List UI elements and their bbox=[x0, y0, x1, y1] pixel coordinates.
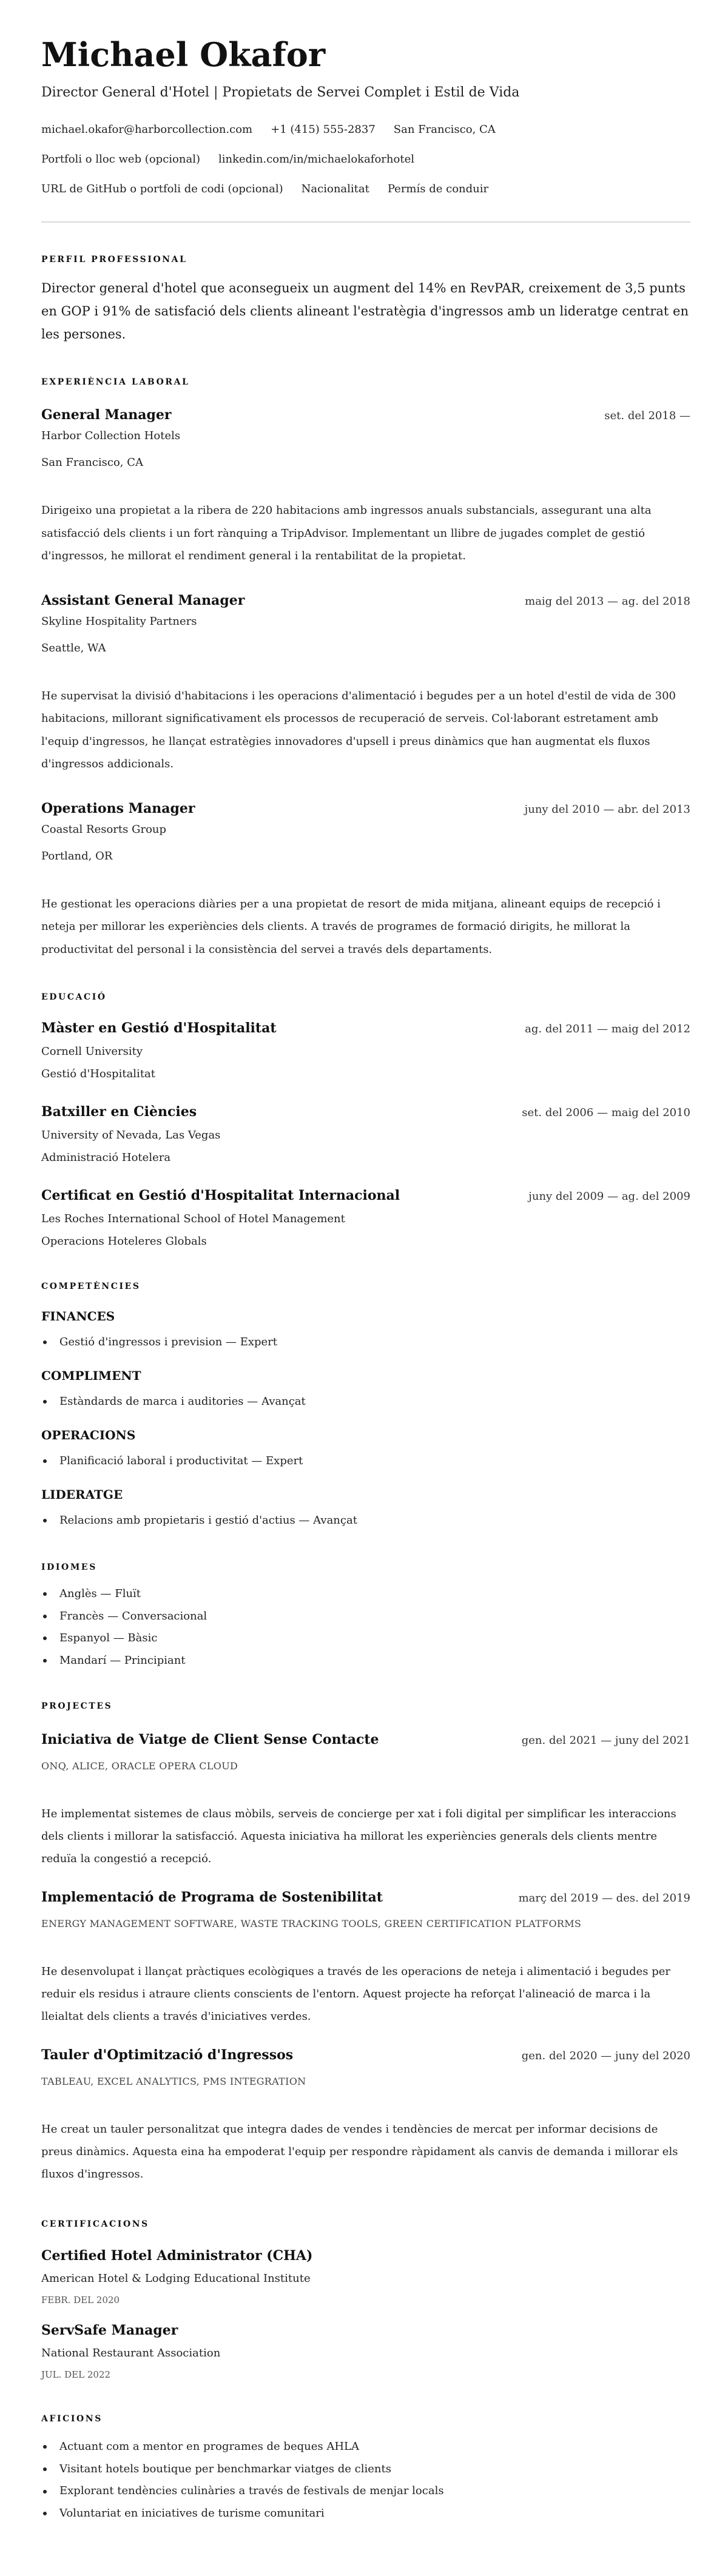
skill-item: Relacions amb propietaris i gestió d'actius — Avançat bbox=[41, 1512, 690, 1530]
skill-item: Gestió d'ingressos i prevision — Expert bbox=[41, 1333, 690, 1351]
school: Les Roches International School of Hotel Management bbox=[41, 1212, 345, 1225]
skill-list bbox=[41, 1393, 690, 1411]
job-description: He gestionat les operacions diàries per a una propietat de resort de mida mitjana, alineant equips de recepció i neteja per millorar les experiències dels clients. A través de programes de formació dirigits, he millorat la productivitat del personal i la consistència del servei a través dels departaments. bbox=[41, 897, 661, 956]
section-heading: AFICIONS bbox=[41, 2414, 103, 2424]
job-entry bbox=[41, 799, 690, 961]
hobby-item: Visitant hotels boutique per benchmarkar viatges de clients bbox=[41, 2458, 690, 2481]
education-section bbox=[41, 991, 690, 1251]
project-entry bbox=[41, 1730, 690, 1870]
skills-section bbox=[41, 1280, 690, 1530]
field-of-study: Administració Hotelera bbox=[41, 1151, 171, 1164]
section-heading: COMPETÈNCIES bbox=[41, 1282, 141, 1291]
hobby-item: Actuant com a mentor en programes de beques AHLA bbox=[41, 2436, 690, 2458]
phone: +1 (415) 555-2837 bbox=[271, 123, 376, 136]
job-title: Assistant General Manager bbox=[41, 592, 245, 608]
certification-name: ServSafe Manager bbox=[41, 2322, 178, 2338]
certification-entry bbox=[41, 2321, 690, 2381]
project-title: Iniciativa de Viatge de Client Sense Contacte bbox=[41, 1732, 379, 1747]
job-dates: juny del 2010 — abr. del 2013 bbox=[524, 802, 690, 816]
project-description: He creat un tauler personalitzat que integra dades de vendes i tendències de mercat per informar decisions de preus dinàmics. Aquesta eina ha empoderat l'equip per respondre ràpidament als canvis de demanda i millorar els fluxos d'ingressos. bbox=[41, 2123, 678, 2181]
certification-entry bbox=[41, 2247, 690, 2307]
resume-header bbox=[41, 35, 690, 204]
certification-name: Certified Hotel Administrator (CHA) bbox=[41, 2248, 313, 2264]
degree: Certificat en Gestió d'Hospitalitat Internacional bbox=[41, 1188, 400, 1203]
skill-list bbox=[41, 1333, 690, 1351]
job-description: He supervisat la divisió d'habitacions i les operacions d'alimentació i begudes per a un hotel d'estil de vida de 300 habitacions, millorant significativament els processos de recuperació de serveis. Col·laborant estretament amb l'equip d'ingressos, he llançat estratègies innovadores d'upsell i preus dinàmics que han augmentat els fluxos d'ingressos addicionals. bbox=[41, 689, 676, 770]
job-dates: maig del 2013 — ag. del 2018 bbox=[525, 594, 690, 608]
project-entry bbox=[41, 1888, 690, 2028]
language-item: Anglès — Fluït bbox=[41, 1583, 690, 1606]
education-header bbox=[41, 1019, 690, 1038]
job-header bbox=[41, 591, 690, 611]
education-dates: set. del 2006 — maig del 2010 bbox=[522, 1106, 690, 1119]
education-entry bbox=[41, 1019, 690, 1083]
job-location: Seattle, WA bbox=[41, 641, 106, 654]
degree: Batxiller en Ciències bbox=[41, 1104, 197, 1120]
certification-issuer: National Restaurant Association bbox=[41, 2347, 221, 2359]
language-item: Mandarí — Principiant bbox=[41, 1650, 690, 1672]
linkedin-link[interactable]: linkedin.com/in/michaelokaforhotel bbox=[218, 153, 414, 166]
degree: Màster en Gestió d'Hospitalitat bbox=[41, 1020, 277, 1036]
project-header bbox=[41, 1888, 690, 1908]
section-heading: PERFIL PROFESSIONAL bbox=[41, 255, 187, 264]
project-description: He desenvolupat i llançat pràctiques ecològiques a través de les operacions de neteja i alimentació i begudes per reduir els residus i atraure clients conscients de l'entorn. Aquest projecte ha reforçat l'alineació de marca i la lleialtat dels clients a través d'iniciatives verdes. bbox=[41, 1965, 670, 2023]
contact-row bbox=[41, 174, 690, 204]
education-entry bbox=[41, 1103, 690, 1167]
job-entry bbox=[41, 406, 690, 568]
job-location: Portland, OR bbox=[41, 849, 113, 863]
education-dates: juny del 2009 — ag. del 2009 bbox=[528, 1190, 690, 1203]
project-technologies: ONQ, ALICE, ORACLE OPERA CLOUD bbox=[41, 1760, 238, 1772]
school: University of Nevada, Las Vegas bbox=[41, 1129, 221, 1142]
project-title: Tauler d'Optimització d'Ingressos bbox=[41, 2047, 294, 2063]
project-technologies: TABLEAU, EXCEL ANALYTICS, PMS INTEGRATION bbox=[41, 2076, 306, 2087]
location: San Francisco, CA bbox=[393, 123, 496, 136]
certifications-section bbox=[41, 2218, 690, 2381]
education-entry bbox=[41, 1186, 690, 1251]
job-entry bbox=[41, 591, 690, 776]
driving-license: Permís de conduir bbox=[387, 183, 489, 195]
section-heading: EDUCACIÓ bbox=[41, 992, 107, 1002]
project-header bbox=[41, 1730, 690, 1750]
project-header bbox=[41, 2046, 690, 2065]
headline: Director General d'Hotel | Propietats de Servei Complet i Estil de Vida bbox=[41, 85, 520, 100]
project-dates: gen. del 2021 — juny del 2021 bbox=[521, 1734, 690, 1747]
certification-date: FEBR. DEL 2020 bbox=[41, 2295, 120, 2305]
project-technologies: ENERGY MANAGEMENT SOFTWARE, WASTE TRACKING TOOLS, GREEN CERTIFICATION PLATFORMS bbox=[41, 1918, 582, 1929]
project-dates: gen. del 2020 — juny del 2020 bbox=[521, 2050, 690, 2062]
job-company: Coastal Resorts Group bbox=[41, 822, 167, 836]
skill-category: LIDERATGE bbox=[41, 1487, 123, 1502]
github-link[interactable]: URL de GitHub o portfoli de codi (opcional) bbox=[41, 183, 283, 195]
job-location: San Francisco, CA bbox=[41, 456, 144, 469]
hobbies-section bbox=[41, 2413, 690, 2525]
skill-item: Planificació laboral i productivitat — Expert bbox=[41, 1452, 690, 1470]
education-header bbox=[41, 1103, 690, 1122]
contact-row bbox=[41, 115, 690, 144]
certification-issuer: American Hotel & Lodging Educational Institute bbox=[41, 2272, 311, 2285]
website-link[interactable]: Portfoli o lloc web (opcional) bbox=[41, 153, 200, 166]
school: Cornell University bbox=[41, 1045, 143, 1058]
section-heading: PROJECTES bbox=[41, 1701, 113, 1711]
contact-row bbox=[41, 144, 690, 174]
job-dates: set. del 2018 — bbox=[604, 409, 690, 422]
skill-item: Estàndards de marca i auditories — Avançat bbox=[41, 1393, 690, 1411]
field-of-study: Gestió d'Hospitalitat bbox=[41, 1068, 156, 1080]
job-title: Operations Manager bbox=[41, 800, 195, 816]
summary-section bbox=[41, 254, 690, 346]
nationality: Nacionalitat bbox=[301, 183, 369, 195]
project-description: He implementat sistemes de claus mòbils, serveis de concierge per xat i foli digital per simplificar les interaccions dels clients i millorar la satisfacció. Aquesta iniciativa ha millorat les experiències generals dels clients mentre reduïa la congestió a recepció. bbox=[41, 1808, 676, 1865]
summary-text: Director general d'hotel que aconsegueix un augment del 14% en RevPAR, creixement de 3,5 punts en GOP i 91% de satisfació dels clients alineant l'estratègia d'ingressos amb un lideratge centrat en les persones. bbox=[41, 281, 689, 341]
section-heading: IDIOMES bbox=[41, 1562, 97, 1572]
job-header bbox=[41, 406, 690, 425]
language-item: Francès — Conversacional bbox=[41, 1606, 690, 1628]
project-title: Implementació de Programa de Sostenibilitat bbox=[41, 1889, 383, 1905]
skill-list bbox=[41, 1452, 690, 1470]
languages-section bbox=[41, 1561, 690, 1672]
hobby-item: Voluntariat en iniciatives de turisme comunitari bbox=[41, 2503, 690, 2525]
education-header bbox=[41, 1186, 690, 1206]
job-title: General Manager bbox=[41, 407, 172, 423]
header-divider bbox=[41, 221, 690, 223]
skill-category: OPERACIONS bbox=[41, 1428, 136, 1442]
job-description: Dirigeixo una propietat a la ribera de 220 habitacions amb ingressos anuals substancials, assegurant una alta satisfacció dels clients i un fort rànquing a TripAdvisor. Implementant un llibre de jugades complet de gestió d'ingressos, he millorat el rendiment general i la rentabilitat de la propietat. bbox=[41, 504, 652, 562]
skill-category: FINANCES bbox=[41, 1309, 115, 1323]
section-heading: CERTIFICACIONS bbox=[41, 2219, 149, 2229]
candidate-name: Michael Okafor bbox=[41, 35, 326, 74]
education-dates: ag. del 2011 — maig del 2012 bbox=[525, 1023, 690, 1035]
certification-date: JUL. DEL 2022 bbox=[41, 2369, 111, 2380]
project-dates: març del 2019 — des. del 2019 bbox=[518, 1892, 690, 1905]
skill-list bbox=[41, 1512, 690, 1530]
projects-section bbox=[41, 1700, 690, 2185]
job-company: Harbor Collection Hotels bbox=[41, 429, 181, 442]
hobby-item: Explorant tendències culinàries a través de festivals de menjar locals bbox=[41, 2480, 690, 2503]
project-entry bbox=[41, 2046, 690, 2185]
email-link[interactable]: michael.okafor@harborcollection.com bbox=[41, 123, 253, 136]
job-header bbox=[41, 799, 690, 819]
skill-category: COMPLIMENT bbox=[41, 1368, 141, 1383]
language-item: Espanyol — Bàsic bbox=[41, 1627, 690, 1650]
field-of-study: Operacions Hoteleres Globals bbox=[41, 1235, 207, 1248]
experience-section bbox=[41, 376, 690, 961]
job-company: Skyline Hospitality Partners bbox=[41, 614, 197, 628]
section-heading: EXPERIÈNCIA LABORAL bbox=[41, 377, 190, 387]
